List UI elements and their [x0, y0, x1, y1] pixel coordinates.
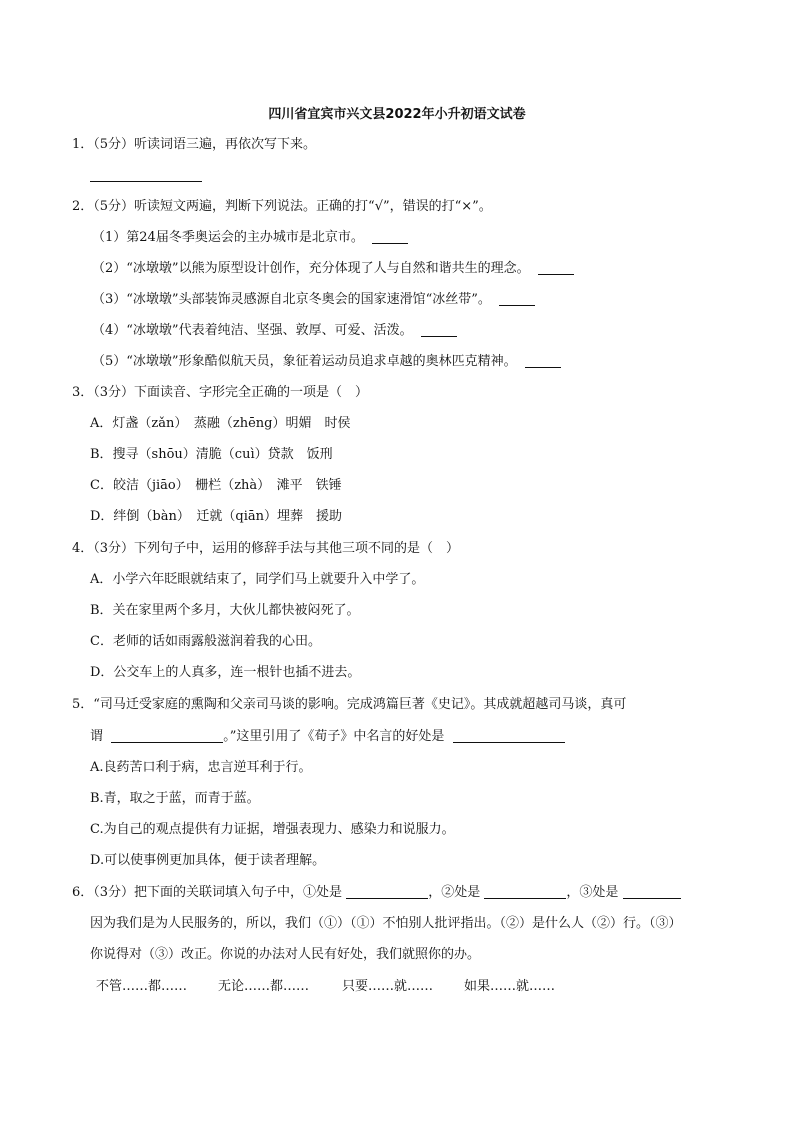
q5-option-d: D.可以使事例更加具体，便于读者理解。 — [90, 853, 326, 868]
q2-item-text: （5）“冰墩墩”形象酷似航天员，象征着运动员追求卓越的奥林匹克精神。 — [92, 354, 517, 369]
q4-option-d: D．公交车上的人真多，连一根针也插不进去。 — [90, 665, 361, 680]
q6-word-1: 不管……都…… — [96, 979, 188, 994]
q2-item-2 — [92, 260, 574, 278]
q6-word-options — [96, 978, 555, 996]
q2-item-5 — [92, 353, 561, 371]
q2-item-text: （4）“冰墩墩”代表着纯洁、坚强、敦厚、可爱、活泼。 — [92, 323, 413, 338]
q5-option-a: A.良药苦口利于病，忠言逆耳利于行。 — [90, 760, 312, 775]
q3-option-a: A．灯盏（zǎn） 蒸融（zhēng）明媚 时侯 — [90, 416, 351, 431]
q3-option-c: C．皎洁（jiāo） 栅栏（zhà） 滩平 铁锤 — [90, 478, 342, 493]
question-3: 3．（3分）下面读音、字形完全正确的一项是（ ） — [72, 385, 369, 400]
answer-blank — [111, 728, 223, 743]
q5-option-c: C.为自己的观点提供有力证据，增强表现力、感染力和说服力。 — [90, 822, 455, 837]
q5-text-a: 谓 — [90, 729, 104, 744]
q6-word-4: 如果……就…… — [464, 979, 556, 994]
q1-answer-blank — [90, 167, 202, 185]
q2-item-1 — [92, 229, 408, 247]
question-4: 4．（3分）下列句子中，运用的修辞手法与其他三项不同的是（ ） — [72, 541, 460, 556]
question-6-line-1 — [72, 884, 681, 902]
question-6-line-3: 你说得对（③）改正。你说的办法对人民有好处，我们就照你的办。 — [90, 947, 481, 962]
answer-blank — [538, 260, 574, 275]
answer-blank — [346, 884, 428, 899]
q5-text-b: 。”这里引用了《荀子》中名言的好处是 — [223, 729, 445, 744]
q3-option-b: B．搜寻（shōu）清脆（cuì）贷款 饭刑 — [90, 447, 333, 462]
q5-option-b: B.青，取之于蓝，而青于蓝。 — [90, 791, 260, 806]
q4-option-a: A．小学六年眨眼就结束了，同学们马上就要升入中学了。 — [90, 572, 425, 587]
answer-blank — [372, 229, 408, 244]
page-title: 四川省宜宾市兴文县2022年小升初语文试卷 — [268, 107, 526, 122]
q6-word-3: 只要……就…… — [342, 979, 434, 994]
q6-word-2: 无论……都…… — [218, 979, 310, 994]
answer-blank — [484, 884, 566, 899]
q2-item-text: （2）“冰墩墩”以熊为原型设计创作，充分体现了人与自然和谐共生的理念。 — [92, 261, 530, 276]
q2-item-text: （3）“冰墩墩”头部装饰灵感源自北京冬奥会的国家速滑馆“冰丝带”。 — [92, 292, 491, 307]
q4-option-c: C．老师的话如雨露般滋润着我的心田。 — [90, 634, 321, 649]
q4-option-b: B．关在家里两个多月，大伙儿都快被闷死了。 — [90, 603, 360, 618]
answer-blank — [421, 322, 457, 337]
answer-blank — [453, 728, 565, 743]
q2-item-text: （1）第24届冬季奥运会的主办城市是北京市。 — [92, 230, 364, 245]
answer-blank — [525, 353, 561, 368]
q2-item-4 — [92, 322, 457, 340]
question-6-line-2: 因为我们是为人民服务的，所以，我们（①）（①）不怕别人批评指出。（②）是什么人（②）行。（③） — [90, 916, 682, 931]
q2-item-3 — [92, 291, 535, 309]
q3-option-d: D．绊倒（bàn） 迁就（qiān）埋葬 援助 — [90, 509, 342, 524]
q6-text-b: ，②处是 — [428, 885, 481, 900]
answer-blank — [499, 291, 535, 306]
question-5-line-2 — [90, 728, 565, 746]
q6-text-c: ，③处是 — [566, 885, 619, 900]
answer-blank — [623, 884, 681, 899]
question-2: 2．（5分）听读短文两遍，判断下列说法。正确的打“√”，错误的打“×”。 — [72, 199, 492, 214]
question-5-line-1: 5．“司马迁受家庭的熏陶和父亲司马谈的影响。完成鸿篇巨著《史记》。其成就超越司马谈，真可 — [72, 697, 627, 712]
question-1: 1．（5分）听读词语三遍，再依次写下来。 — [72, 137, 317, 152]
q6-text-a: 6．（3分）把下面的关联词填入句子中，①处是 — [72, 885, 343, 900]
